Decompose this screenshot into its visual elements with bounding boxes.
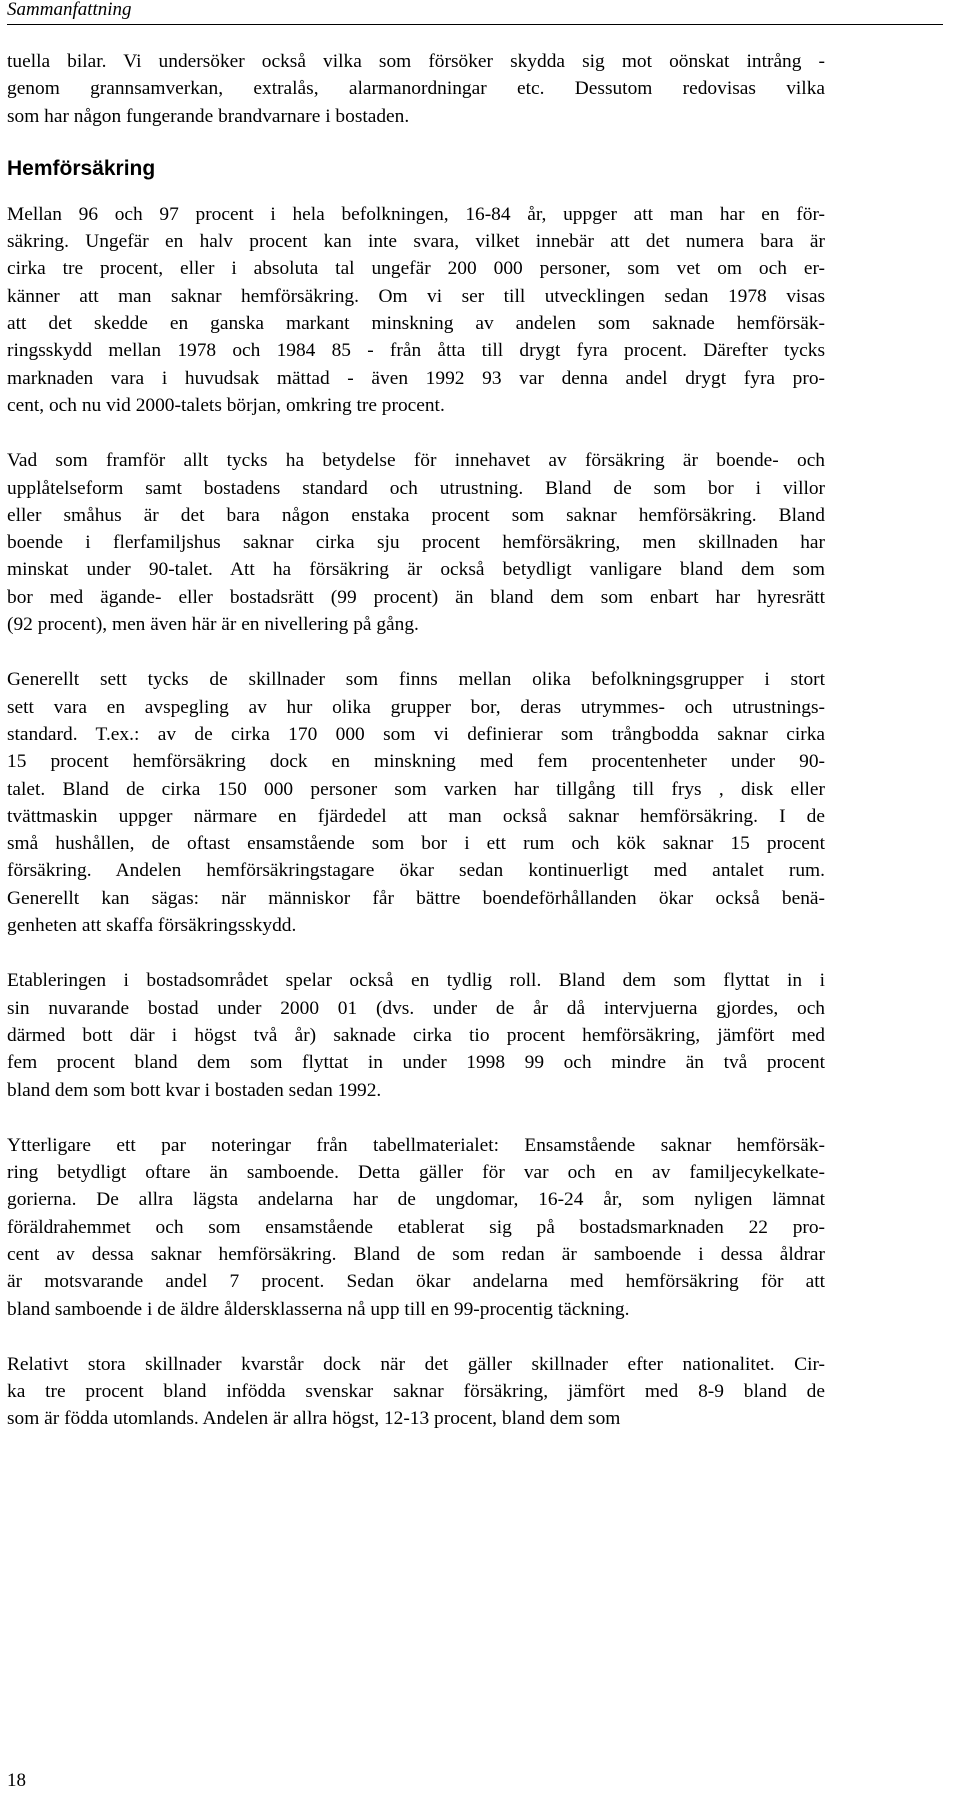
text-line: bor med ägande- eller bostadsrätt (99 procent) än bland dem som enbart har hyresrätt xyxy=(7,586,825,608)
paragraph-intro-continuation xyxy=(7,48,825,130)
text-line: cirka tre procent, eller i absoluta tal ungefär 200 000 personer, som vet om och er- xyxy=(7,258,825,280)
paragraph-boendeform xyxy=(7,447,825,638)
text-line: att det skedde en ganska markant minskning av andelen som saknade hemförsäk- xyxy=(7,313,825,335)
text-line: säkring. Ungefär en halv procent kan inte svara, vilket innebär att det numera bara är xyxy=(7,231,825,253)
text-line: marknaden vara i huvudsak mättad - även 1992 93 var denna andel drygt fyra pro- xyxy=(7,367,825,389)
section-heading-hemforsakring: Hemförsäkring xyxy=(7,156,156,180)
paragraph-tabellmaterial xyxy=(7,1132,825,1323)
paragraph-nationalitet xyxy=(7,1351,825,1433)
text-line: tuella bilar. Vi undersöker också vilka som försöker skydda sig mot oönskat intrång - xyxy=(7,51,825,72)
text-line: cent, och nu vid 2000-talets början, omkring tre procent. xyxy=(7,394,445,416)
running-header xyxy=(7,0,943,25)
text-line: talet. Bland de cirka 150 000 personer som varken har tillgång till frys , disk eller xyxy=(7,778,825,800)
page-number: 18 xyxy=(7,1770,26,1791)
text-line: sin nuvarande bostad under 2000 01 (dvs. under de år då intervjuerna gjordes, och xyxy=(7,997,825,1019)
text-line: Generellt kan sägas: när människor får bättre boendeförhållanden ökar också benä- xyxy=(7,887,825,909)
text-line: som har någon fungerande brandvarnare i bostaden. xyxy=(7,105,410,127)
text-line: därmed bott där i högst två år) saknade cirka tio procent hemförsäkring, jämfört med xyxy=(7,1024,825,1046)
text-line: genom grannsamverkan, extralås, alarmanordningar etc. Dessutom redovisas vilka xyxy=(7,78,825,100)
text-line: gorierna. De allra lägsta andelarna har de ungdomar, 16-24 år, som nyligen lämnat xyxy=(7,1189,825,1211)
text-line: känner att man saknar hemförsäkring. Om vi ser till utvecklingen sedan 1978 visas xyxy=(7,285,825,307)
text-line: minskat under 90-talet. Att ha försäkring är också betydligt vanligare bland dem som xyxy=(7,559,825,581)
text-line: tvättmaskin uppger närmare en fjärdedel att man också saknar hemförsäkring. I de xyxy=(7,805,825,827)
text-line: eller småhus är det bara någon enstaka procent som saknar hemförsäkring. Bland xyxy=(7,504,825,526)
text-line: Relativt stora skillnader kvarstår dock när det gäller skillnader efter nationalitet. Cir- xyxy=(7,1353,825,1375)
paragraph-etablering xyxy=(7,967,825,1103)
text-line: små hushållen, de oftast ensamstående som bor i ett rum och kök saknar 15 procent xyxy=(7,833,825,855)
paragraph-befolkningsgrupper xyxy=(7,666,825,939)
text-line: föräldrahemmet och som ensamstående etablerat sig på bostadsmarknaden 22 pro- xyxy=(7,1216,825,1238)
text-line: boende i flerfamiljshus saknar cirka sju procent hemförsäkring, men skillnaden har xyxy=(7,532,825,554)
text-line: Ytterligare ett par noteringar från tabellmaterialet: Ensamstående saknar hemförsäk- xyxy=(7,1134,825,1156)
document-body xyxy=(7,48,825,1433)
paragraph-hemforsakring-overview xyxy=(7,201,825,419)
text-line: ringsskydd mellan 1978 och 1984 85 - från åtta till drygt fyra procent. Därefter tycks xyxy=(7,340,825,362)
text-line: är motsvarande andel 7 procent. Sedan ökar andelarna med hemförsäkring för att xyxy=(7,1271,825,1293)
text-line: Generellt sett tycks de skillnader som finns mellan olika befolkningsgrupper i stort xyxy=(7,669,825,691)
text-line: Vad som framför allt tycks ha betydelse för innehavet av försäkring är boende- och xyxy=(7,450,825,472)
text-line: standard. T.ex.: av de cirka 170 000 som vi definierar som trångbodda saknar cirka xyxy=(7,723,825,745)
text-line: ka tre procent bland infödda svenskar saknar försäkring, jämfört med 8-9 bland de xyxy=(7,1381,825,1403)
text-line: cent av dessa saknar hemförsäkring. Bland de som redan är samboende i dessa åldrar xyxy=(7,1243,825,1265)
text-line: Etableringen i bostadsområdet spelar också en tydlig roll. Bland dem som flyttat in i xyxy=(7,970,825,992)
text-line: 15 procent hemförsäkring dock en minskning med fem procentenheter under 90- xyxy=(7,751,825,773)
text-line: genheten att skaffa försäkringsskydd. xyxy=(7,915,297,937)
text-line: Mellan 96 och 97 procent i hela befolkningen, 16-84 år, uppger att man har en för- xyxy=(7,203,825,225)
running-header-title: Sammanfattning xyxy=(7,0,132,20)
text-line: sett vara en avspegling av hur olika grupper bor, deras utrymmes- och utrustnings- xyxy=(7,696,825,718)
text-line: som är födda utomlands. Andelen är allra högst, 12-13 procent, bland dem som xyxy=(7,1408,621,1430)
text-line: fem procent bland dem som flyttat in under 1998 99 och mindre än två procent xyxy=(7,1052,825,1074)
text-line: upplåtelseform samt bostadens standard och utrustning. Bland de som bor i villor xyxy=(7,477,825,499)
text-line: bland samboende i de äldre åldersklasserna nå upp till en 99-procentig täckning. xyxy=(7,1298,630,1320)
text-line: ring betydligt oftare än samboende. Detta gäller för var och en av familjecykelkate- xyxy=(7,1162,825,1184)
text-line: bland dem som bott kvar i bostaden sedan 1992. xyxy=(7,1079,382,1101)
text-line: försäkring. Andelen hemförsäkringstagare ökar sedan kontinuerligt med antalet rum. xyxy=(7,860,825,882)
text-line: (92 procent), men även här är en nivellering på gång. xyxy=(7,614,419,636)
